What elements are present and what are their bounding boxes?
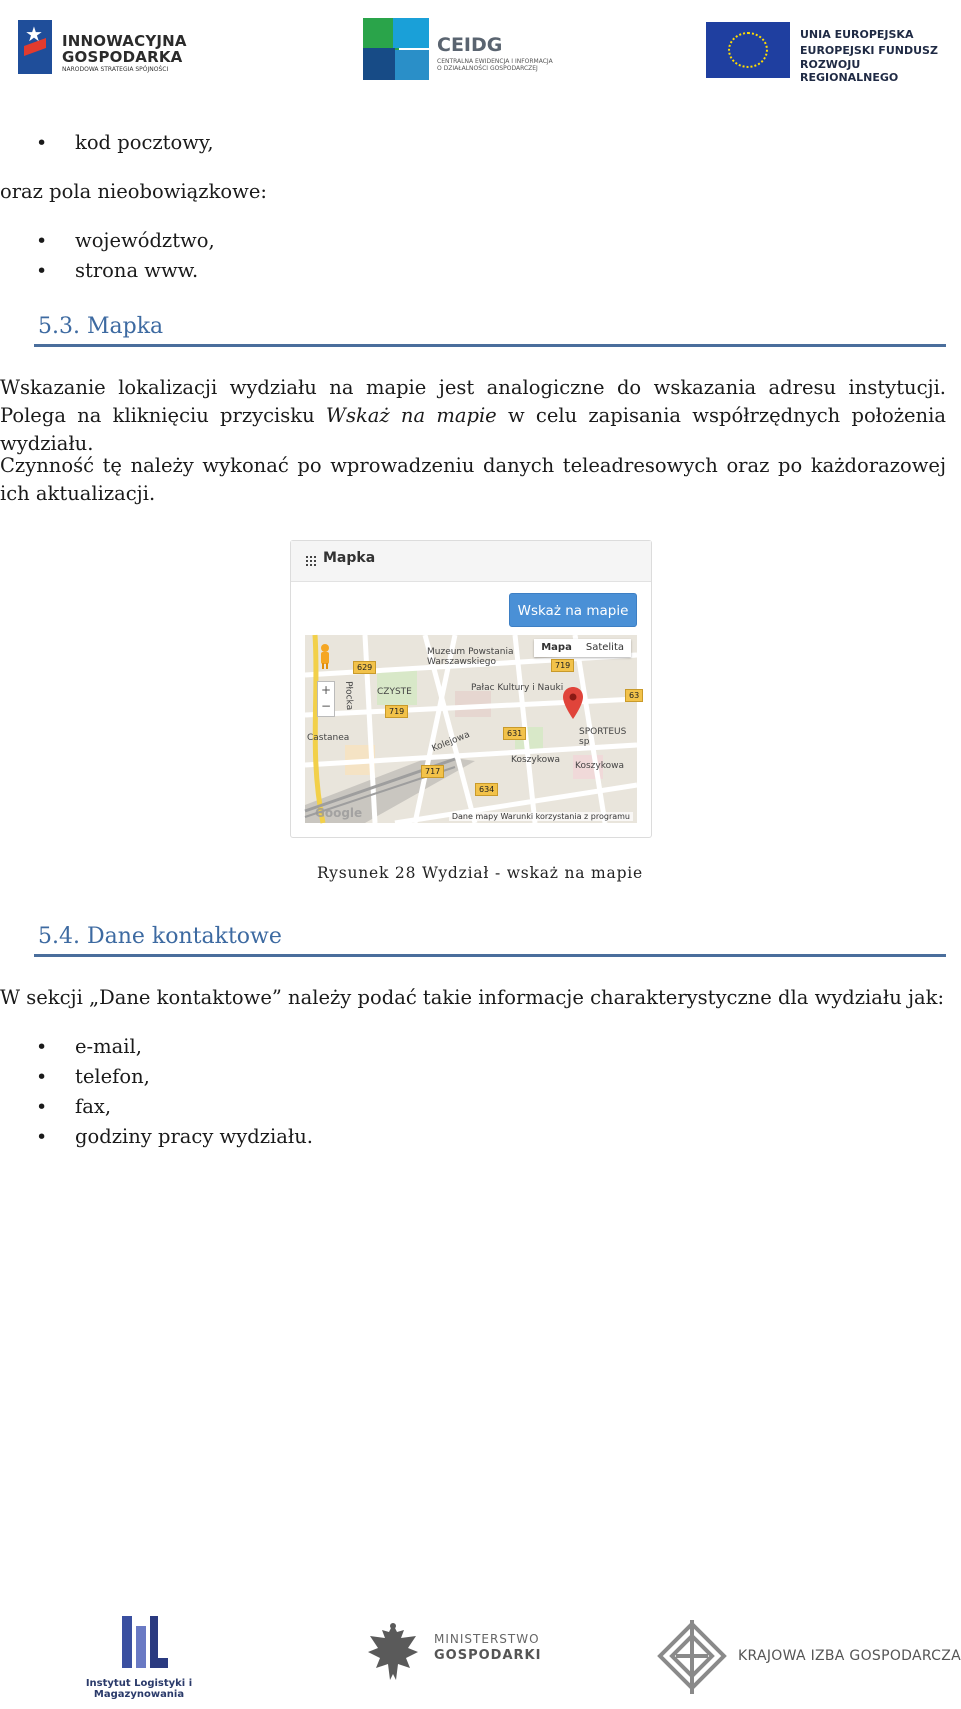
map-panel-header: Mapka xyxy=(291,541,651,582)
heading-rule xyxy=(34,344,946,347)
google-logo: Google xyxy=(315,806,363,820)
paragraph-update-note: Czynność tę należy wykonać po wprowadzeniu danych teleadresowych oraz po każdorazowej ich aktualizacji. xyxy=(0,454,946,505)
map-label: CZYSTE xyxy=(377,687,412,697)
section-heading-dane-kontaktowe: 5.4. Dane kontaktowe xyxy=(38,924,282,949)
logo-unia-europejska: UNIA EUROPEJSKA EUROPEJSKI FUNDUSZ ROZWOJU REGIONALNEGO xyxy=(706,22,946,82)
logo-innowacyjna-gospodarka: ★ INNOWACYJNA GOSPODARKA NARODOWA STRATEGIA SPÓJNOŚCI xyxy=(18,18,198,78)
list-item: • e-mail, xyxy=(36,1035,142,1058)
logo-kig: KRAJOWA IZBA GOSPODARCZA xyxy=(654,1618,960,1698)
paragraph-contact-intro: W sekcji „Dane kontaktowe” należy podać takie informacje charakterystyczne dla wydziału jak: xyxy=(0,986,945,1009)
list-item: • godziny pracy wydziału. xyxy=(36,1125,313,1148)
map-label: Castanea xyxy=(307,733,350,743)
map-label: Koszykowa xyxy=(575,761,624,771)
contact-fields-list xyxy=(36,1032,313,1152)
figure-caption: Rysunek 28 Wydział - wskaż na mapie xyxy=(316,864,644,882)
map-label: Płocka xyxy=(343,681,355,711)
kig-mark-icon xyxy=(654,1618,730,1696)
map-footer-links[interactable]: Dane mapy Warunki korzystania z programu xyxy=(449,812,633,821)
list-item: • telefon, xyxy=(36,1065,150,1088)
map-label: Kolejowa xyxy=(430,729,472,755)
street-view-pegman-icon[interactable] xyxy=(319,643,331,669)
list-item: • strona www. xyxy=(36,259,199,282)
map-type-map-button[interactable]: Mapa xyxy=(534,639,579,657)
optional-fields-list xyxy=(36,226,215,286)
map-label: Muzeum Powstania Warszawskiego xyxy=(427,647,514,667)
road-shield: 719 xyxy=(551,659,574,672)
list-item: • fax, xyxy=(36,1095,112,1118)
grid-icon xyxy=(305,555,317,567)
map-view[interactable] xyxy=(305,635,640,823)
map-panel xyxy=(290,540,652,838)
required-fields-list xyxy=(36,128,214,158)
paragraph-map-instructions: Wskazanie lokalizacji wydziału na mapie jest analogiczne do wskazania adresu instytucji. Polega na kliknięciu przycisku Wskaż na mapie w celu zapisania współrzędnych położenia wydziału. xyxy=(0,376,946,455)
map-label: SPORTEUS sp xyxy=(579,727,627,747)
road-shield: 717 xyxy=(421,765,444,778)
optional-fields-intro: oraz pola nieobowiązkowe: xyxy=(0,180,267,203)
road-shield: 63 xyxy=(625,689,643,702)
map-type-satellite-button[interactable]: Satelita xyxy=(579,639,631,657)
list-item: • województwo, xyxy=(36,229,215,252)
road-shield: 629 xyxy=(353,661,376,674)
road-shield: 719 xyxy=(385,705,408,718)
eu-flag-icon xyxy=(706,22,790,78)
map-type-toggle[interactable] xyxy=(534,639,631,657)
location-pin-icon[interactable] xyxy=(563,687,583,719)
heading-rule xyxy=(34,954,946,957)
eagle-emblem-icon xyxy=(364,1618,422,1688)
road-shield: 631 xyxy=(503,727,526,740)
section-heading-mapka: 5.3. Mapka xyxy=(38,314,164,339)
zoom-control[interactable]: + − xyxy=(317,681,335,717)
logo-ilim: Instytut Logistyki i Magazynowania xyxy=(44,1612,234,1702)
show-on-map-button[interactable]: Wskaż na mapie xyxy=(509,593,637,627)
map-label: Koszykowa xyxy=(511,755,560,765)
logo-ceidg: CEIDG CENTRALNA EWIDENCJA I INFORMACJA O DZIAŁALNOŚCI GOSPODARCZEJ xyxy=(363,18,563,84)
road-shield: 634 xyxy=(475,783,498,796)
ig-star-icon xyxy=(18,20,52,74)
list-item: • kod pocztowy, xyxy=(36,131,214,154)
map-label: Pałac Kultury i Nauki xyxy=(471,683,564,693)
logo-ministerstwo-gospodarki: MINISTERSTWO GOSPODARKI xyxy=(364,1618,544,1690)
ilim-mark-icon xyxy=(118,1612,170,1672)
